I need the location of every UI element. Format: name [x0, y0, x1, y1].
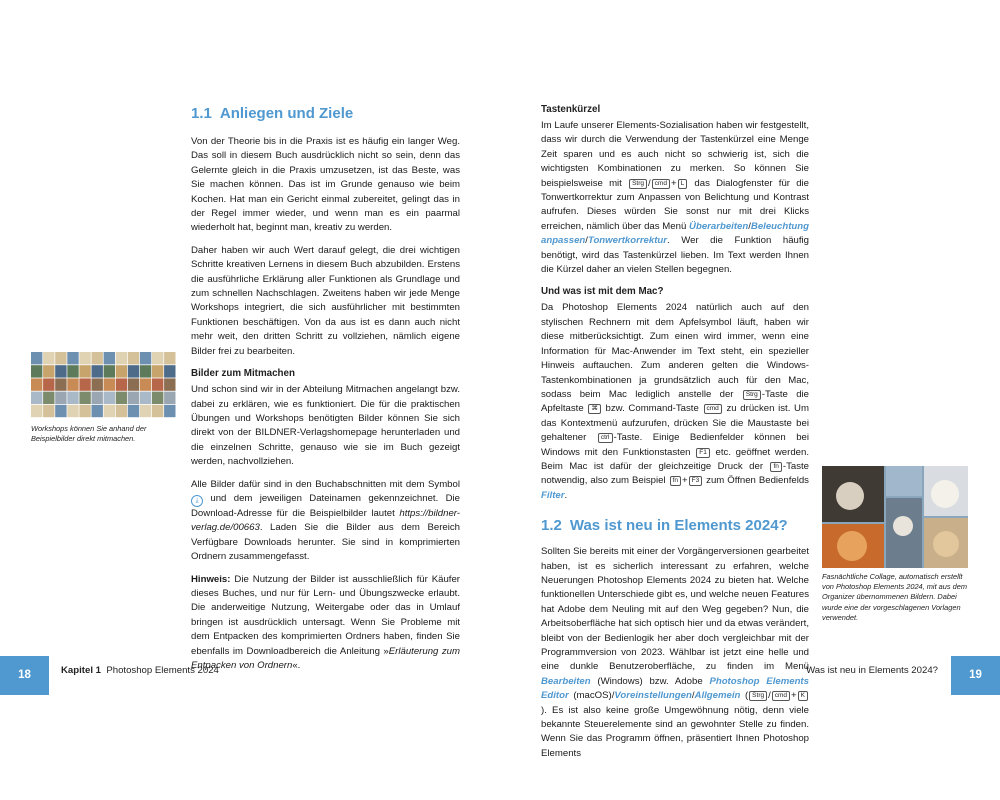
paragraph	[191, 478, 460, 565]
thumbnail	[92, 378, 103, 390]
mask-face	[931, 480, 959, 508]
thumbnail	[116, 392, 127, 404]
download-url-link[interactable]: https://bildner-verlag.de/00663	[191, 507, 460, 534]
thumbnail	[43, 392, 54, 404]
section-title: Anliegen und Ziele	[219, 105, 354, 122]
chapter-title: Photoshop Elements 2024	[106, 665, 219, 676]
section-title: Was ist neu in Elements 2024?	[569, 517, 788, 535]
thumbnail	[55, 392, 66, 404]
thumbnail	[43, 365, 54, 377]
thumbnail	[116, 378, 127, 390]
key-ctrl: ctrl	[598, 433, 613, 443]
thumbnail	[92, 352, 103, 364]
chapter-label: Kapitel 1	[61, 665, 101, 676]
thumbnail	[128, 352, 139, 364]
key-strg: Strg	[743, 390, 761, 400]
section-number: 1.2	[541, 517, 562, 535]
text: Da Photoshop Elements 2024 natürlich auch auf den stylischen Rechnern mit dem Apfelsymbol läuft, haben wir diese mitberücksichtigt. Zum einen wird immer, wenn eine Information für Mac-Anwender im Text steht, ein spezieller Hinweis auftauchen. Zum anderen gelten die Windows-Tastenkombinationen ja grundsätzlich auch für den Mac, sodass beim Mac lediglich anstelle der	[541, 302, 809, 400]
thumbnail	[79, 365, 90, 377]
hint-label: Hinweis:	[191, 573, 231, 585]
thumbnail	[164, 352, 175, 364]
section-heading-1-1	[191, 105, 460, 123]
thumbnail	[152, 365, 163, 377]
thumbnail	[104, 392, 115, 404]
thumbnail	[152, 378, 163, 390]
text: Alle Bilder dafür sind in den Buchabschnitten mit dem Symbol	[191, 478, 460, 490]
key-apple: ⌘	[588, 404, 601, 414]
thumbnail	[31, 392, 42, 404]
text: .	[564, 489, 568, 501]
menu-voreinstellungen: Voreinstellungen	[614, 690, 692, 702]
thumbnail	[140, 392, 151, 404]
text: und dem jeweiligen Dateinamen gekennzeichnet. Die Download-Adresse für die Beispielbilder lautet	[191, 492, 460, 519]
mask-face	[933, 531, 959, 557]
key-fn: fn	[770, 462, 781, 472]
thumbnail	[43, 405, 54, 417]
text: etc. geöffnet werden. Beim Mac ist dafür der gleichzeitige Druck der	[541, 446, 809, 472]
text: Die Nutzung der Bilder ist ausschließlich für Käufer dieses Buches, und nur für Lern- und Übungszwecke erlaubt. Die anderweitige Nutzung, Weitergabe oder das in Umlauf bringen ist ausdrücklich untersagt. Wenn Sie Probleme mit dem Entpacken des komprimierten Ordners haben, finden Sie ebenfalls im Downloadbereich die Anleitung »	[191, 573, 460, 657]
thumbnail	[104, 405, 115, 417]
thumbnail	[67, 365, 78, 377]
thumbnail	[140, 365, 151, 377]
thumbnail	[164, 365, 175, 377]
hint-paragraph	[191, 573, 460, 674]
thumbnail	[31, 405, 42, 417]
thumbnail	[140, 352, 151, 364]
text: Sollten Sie bereits mit einer der Vorgängerversionen gearbeitet haben, ist es sicherlich interessant zu erfahren, welche Neuerungen Photoshop Elements 2024 zu bieten hat. Welche funktionellen Unterschiede gibt es, und welche neuen Features hat Adobe dem Neuling mit auf den Weg gegeben? Nun, die Arbeitsoberfläche hat sich optisch hier und da etwas verändert, bleibt von der Bedienlogik her aber doch vergleichbar mit der Programmversion von 2023. Wählbar ist jetzt eine helle und eine dunkle Benutzeroberfläche, zu finden im Menü	[541, 546, 809, 673]
paragraph: Von der Theorie bis in die Praxis ist es häufig ein langer Weg. Das soll in diesem Buch ausdrücklich nicht so sein, denn das Gelernte gleich in die Praxis umzusetzen, ist das Beste, was Sie machen können. Das ist im Grunde genauso wie beim Kochen. Hat man ein Gericht einmal zubereitet, gelingt das in der Regel immer wieder, und wenn man es ein paarmal wiederholt hat, beginnt man, kreativ zu werden.	[191, 136, 460, 234]
thumbnail	[104, 378, 115, 390]
paragraph: Daher haben wir auch Wert darauf gelegt, die drei wichtigen Schritte kreativen Lernens in diesem Buch abzubilden. Erstens die ausführliche Erklärung aller Funktionen als Grundlage und zum schnellen Nachschlagen. Zweitens haben wir jede Menge Workshops integriert, die sich ausführlicher mit bestimmten Funktionen beschäftigen. Von da aus ist es dann auch nicht mehr weit, den dritten Schritt zu vollziehen, nämlich eigene Bilder frei zu bearbeiten.	[191, 244, 460, 357]
key-cmd: cmd	[652, 179, 670, 189]
thumbnail	[92, 405, 103, 417]
thumbnail	[116, 352, 127, 364]
thumbnail	[128, 405, 139, 417]
text: (Windows) bzw. Adobe	[597, 675, 703, 687]
thumbnail	[164, 392, 175, 404]
menu-path-tonwert: Tonwertkorrektur	[587, 235, 668, 247]
key-fn: fn	[670, 476, 681, 486]
key-cmd: cmd	[772, 691, 790, 701]
text: zum Öffnen Bedienfelds	[706, 475, 809, 487]
thumbnail	[140, 405, 151, 417]
thumbnail	[92, 365, 103, 377]
thumbnail	[116, 405, 127, 417]
text: -Taste notwendig, also zum Beispiel	[541, 460, 809, 487]
thumbnail	[164, 405, 175, 417]
thumbnail	[79, 352, 90, 364]
thumbnail	[79, 392, 90, 404]
workshop-photo-collage	[31, 352, 176, 418]
mask-face	[836, 482, 864, 510]
collage-tile	[886, 466, 922, 496]
right-page-number: 19	[951, 656, 1000, 695]
left-page-number: 18	[0, 656, 49, 695]
text: das Dialogfenster für die Tonwertkorrektur zum Anpassen von Belichtung und Kontrast aufrufen. Dieses würden Sie sonst nur mit drei Klicks erreichen, nämlich über das Menü	[541, 177, 810, 232]
mask-face	[837, 531, 867, 561]
thumbnail	[164, 378, 175, 390]
thumbnail	[128, 365, 139, 377]
section-heading-1-2	[541, 517, 809, 535]
thumbnail	[43, 352, 54, 364]
paragraph: Da Photoshop Elements 2024 natürlich auch auf den stylischen Rechnern mit dem Apfelsymbol läuft, haben wir diese mitberücksichtigt. Zum einen wird immer, wenn eine Information für Mac-Anwender im Text steht, ein spezieller Hinweis auftauchen. Zum anderen gelten die Windows-Tastenkombinationen ja grundsätzlich auch für den Mac, sodass beim Mac lediglich anstelle der Strg -Taste die Apfeltaste ⌘ bzw. Command-Taste cmd zu drücken ist. Um das Kontextmenü aufzurufen, drücken Sie die Maustaste bei gehaltener ctrl -Taste. Einige Bedienfelder können bei Windows mit den Funktionstasten F1 etc. geöffnet werden. Beim Mac ist dafür der gleichzeitige Druck der fn -Taste notwendig, also zum Beispiel fn + F3 zum Öffnen Bedienfelds Filter.	[541, 302, 810, 501]
right-footer-section: Was ist neu in Elements 2024?	[806, 665, 938, 676]
menu-path-ueberarbeiten: Überarbeiten	[689, 220, 749, 232]
download-icon: ⤓	[191, 495, 203, 507]
paragraph: Und schon sind wir in der Abteilung Mitmachen angelangt bzw. dabei zu erklären, wie es funktioniert. Die für die praktischen Übungen und Workshops benötigten Bilder können Sie sich direkt von der BILDNER-Verlagshomepage herunterladen und die einzelnen Schritte, genauso wie sie im Buch gezeigt werden, nachvollziehen.	[191, 384, 460, 468]
thumbnail	[128, 392, 139, 404]
thumbnail	[67, 392, 78, 404]
thumbnail	[79, 405, 90, 417]
thumbnail	[116, 365, 127, 377]
text: -Taste die Apfeltaste	[541, 388, 810, 415]
thumbnail	[152, 352, 163, 364]
thumbnail	[104, 365, 115, 377]
thumbnail	[43, 378, 54, 390]
thumbnail	[55, 365, 66, 377]
thumbnail	[55, 405, 66, 417]
thumbnail	[55, 352, 66, 364]
thumbnail	[104, 352, 115, 364]
thumbnail	[67, 352, 78, 364]
subheading-tastenkuerzel: Tastenkürzel	[541, 104, 601, 115]
unpack-guide-reference: Erläuterung zum Entpacken von Ordnern	[191, 645, 460, 671]
key-strg: Strg	[629, 179, 647, 189]
thumbnail	[152, 392, 163, 404]
thumbnail	[31, 352, 42, 364]
text: . Laden Sie die Bilder aus dem Bereich Verfügbare Downloads herunter. Sie sind in komprimierten Ordnern zusammengefasst.	[191, 522, 460, 563]
thumbnail	[31, 365, 42, 377]
menu-path-beleuchtung: Beleuchtung anpassen	[541, 220, 809, 247]
text: . Es ist also keine große Umgewöhnung nötig, denn viele bekannte Steuerelemente sind an gewohnter Stelle zu finden. Wenn Sie das Programm öffnen, präsentiert Ihnen Photoshop Elements	[541, 704, 809, 759]
thumbnail	[67, 378, 78, 390]
thumbnail	[31, 378, 42, 390]
text: bzw. Command-Taste	[605, 403, 699, 415]
key-f1: F1	[696, 448, 710, 458]
thumbnail	[152, 405, 163, 417]
thumbnail	[140, 378, 151, 390]
mask-face	[893, 516, 913, 536]
right-text-column	[541, 103, 809, 769]
left-figure-caption: Workshops können Sie anhand der Beispielbilder direkt mitmachen.	[31, 424, 147, 444]
thumbnail	[92, 392, 103, 404]
thumbnail	[128, 378, 139, 390]
carnival-collage-image	[822, 466, 968, 568]
text: Im Laufe unserer Elements-Sozialisation haben wir festgestellt, dass wir durch die Verwendung der Tastenkürzel eine Menge Zeit sparen und es auch nicht so schwierig ist, sich die wichtigsten Kombinationen zu merken. So können Sie beispielsweise mit	[541, 120, 809, 189]
paragraph: Sollten Sie bereits mit einer der Vorgängerversionen gearbeitet haben, ist es sicherlich interessant zu erfahren, welche Neuerungen Photoshop Elements 2024 zu bieten hat. Welche funktionellen Unterschiede gibt es, und welche neuen Features hat Adobe dem Neuling mit auf den Weg gegeben? Nun, die Arbeitsoberfläche hat sich optisch hier und da etwas verändert, bleibt von der Bedienlogik her aber doch vergleichbar mit der Programmversion von 2023. Wählbar ist jetzt eine helle und eine dunkle Benutzeroberfläche, zu finden im Menü Bearbeiten (Windows) bzw. Adobe Photoshop Elements Editor (macOS)/Voreinstellungen/Allgemein ( Strg / cmd + K). Es ist also keine große Umgewöhnung nötig, denn viele bekannte Steuerelemente sind an gewohnter Stelle zu finden. Wenn Sie das Programm öffnen, präsentiert Ihnen Photoshop Elements	[541, 546, 809, 759]
text: -Taste. Einige Bedienfelder können bei Windows mit den Funktionstasten	[541, 432, 809, 458]
text: . Wer die Funktion häufig benötigt, wird das Tastenkürzel lieben. Im Text werden Ihnen die Kürzel daher an vielen Stellen begegnen.	[541, 235, 809, 276]
section-number: 1.1	[191, 105, 212, 122]
subheading-mac: Und was ist mit dem Mac?	[541, 286, 664, 298]
thumbnail	[67, 405, 78, 417]
menu-photoshop-elements-editor: Photoshop Elements Editor	[541, 675, 809, 702]
left-text-column	[191, 105, 460, 681]
subheading-bilder: Bilder zum Mitmachen	[191, 368, 295, 380]
key-f3: F3	[689, 476, 703, 486]
key-strg: Strg	[749, 691, 767, 701]
key-cmd: cmd	[704, 404, 722, 414]
paragraph: Im Laufe unserer Elements-Sozialisation haben wir festgestellt, dass wir durch die Verwendung der Tastenkürzel eine Menge Zeit sparen und es auch nicht so schwierig ist, sich die wichtigsten Kombinationen zu merken. So können Sie beispielsweise mit Strg / cmd + L das Dialogfenster für die Tonwertkorrektur zum Anpassen von Belichtung und Kontrast aufrufen. Dieses würden Sie sonst nur mit drei Klicks erreichen, nämlich über das Menü Überarbeiten/Beleuchtung anpassen/Tonwertkorrektur. Wer die Funktion häufig benötigt, wird das Tastenkürzel lieben. Im Text werden Ihnen die Kürzel daher an vielen Stellen begegnen.	[541, 120, 810, 276]
text: zu drücken ist. Um das Kontextmenü aufzurufen, drücken Sie die Maustaste bei gehaltener	[541, 403, 809, 444]
key-k: K	[798, 691, 808, 701]
right-figure-caption: Fasnächtliche Collage, automatisch erstellt von Photoshop Elements 2024, mit aus dem Organizer übernommenen Bildern. Dabei wurde eine der vorgeschlagenen Vorlagen verwendet.	[822, 572, 968, 622]
menu-bearbeiten: Bearbeiten	[541, 675, 591, 687]
text: (macOS)/	[573, 690, 615, 702]
thumbnail	[79, 378, 90, 390]
menu-allgemein: Allgemein	[694, 690, 741, 702]
text: «.	[292, 660, 301, 671]
key-l: L	[678, 179, 688, 189]
thumbnail	[55, 378, 66, 390]
left-footer-chapter	[61, 664, 219, 678]
panel-filter: Filter	[541, 489, 565, 501]
